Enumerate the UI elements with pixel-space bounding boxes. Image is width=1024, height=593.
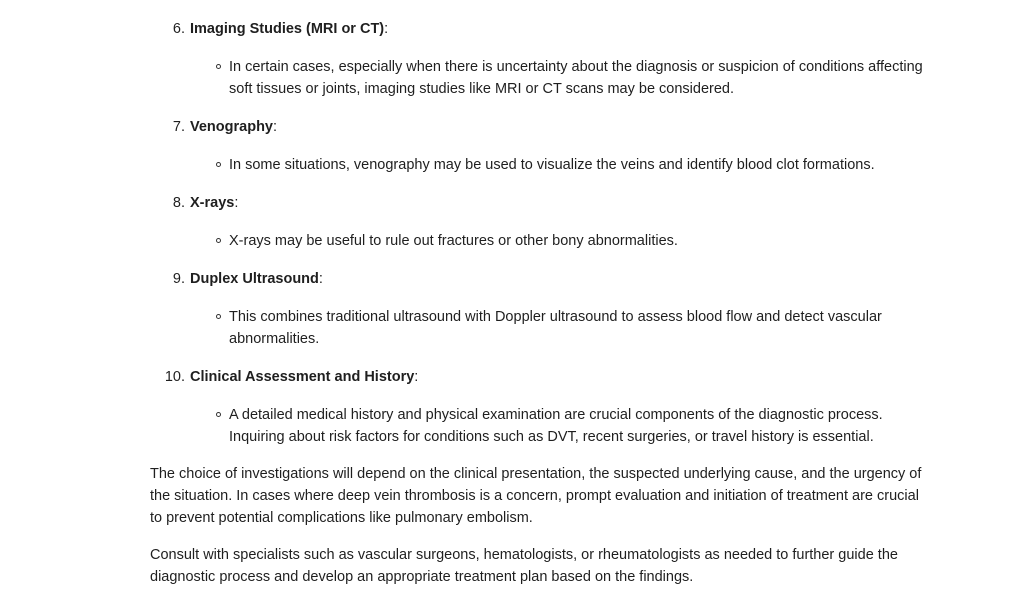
step-title: Venography — [190, 119, 273, 135]
list-item-x-rays — [150, 192, 930, 252]
consult-paragraph: Consult with specialists such as vascular surgeons, hematologists, or rheumatologists as needed to further guide the diagnostic process and develop an appropriate treatment plan based on the findings. — [150, 547, 898, 585]
answer-content — [150, 0, 930, 588]
list-item-imaging-studies — [150, 18, 930, 100]
step-heading — [172, 18, 930, 40]
sub-item-text: X-rays may be useful to rule out fractures or other bony abnormalities. — [229, 233, 678, 249]
sub-list-item — [190, 230, 929, 252]
sub-list-item — [190, 154, 929, 176]
sub-list-item — [190, 404, 929, 448]
sub-list — [190, 404, 930, 448]
step-heading — [172, 268, 930, 290]
step-heading — [172, 116, 930, 138]
sub-item-text: In certain cases, especially when there is uncertainty about the diagnosis or suspicion of conditions affecting soft tissues or joints, imaging studies like MRI or CT scans may be considered. — [229, 59, 923, 97]
list-item-clinical-assessment — [150, 366, 930, 448]
step-colon: : — [384, 21, 389, 37]
sub-list-item — [190, 56, 929, 100]
step-heading — [172, 192, 930, 214]
step-colon: : — [273, 119, 278, 135]
bullet-circle-icon — [216, 238, 221, 243]
sub-list — [190, 154, 930, 176]
sub-item-text: This combines traditional ultrasound with Doppler ultrasound to assess blood flow and detect vascular abnormalities. — [229, 309, 882, 347]
step-number: 7. — [172, 119, 185, 135]
step-number: 6. — [172, 21, 185, 37]
sub-item-text: In some situations, venography may be used to visualize the veins and identify blood clot formations. — [229, 157, 875, 173]
step-number: 9. — [172, 271, 185, 287]
step-colon: : — [234, 195, 239, 211]
step-title: Duplex Ultrasound — [190, 271, 319, 287]
step-colon: : — [318, 271, 323, 287]
list-item-venography — [150, 116, 930, 176]
step-number: 8. — [172, 195, 185, 211]
sub-list — [190, 230, 930, 252]
step-colon: : — [414, 369, 419, 385]
bullet-circle-icon — [216, 412, 221, 417]
step-title: X-rays — [190, 195, 235, 211]
bullet-circle-icon — [216, 162, 221, 167]
bullet-circle-icon — [216, 314, 221, 319]
step-title: Clinical Assessment and History — [190, 369, 415, 385]
sub-list — [190, 306, 930, 350]
investigation-list — [150, 18, 930, 448]
list-item-duplex-ultrasound — [150, 268, 930, 350]
step-title: Imaging Studies (MRI or CT) — [190, 21, 385, 37]
step-number: 10. — [164, 369, 185, 385]
step-heading — [164, 366, 930, 388]
bullet-circle-icon — [216, 64, 221, 69]
sub-item-text: A detailed medical history and physical examination are crucial components of the diagnostic process. Inquiring about risk factors for conditions such as DVT, recent surgeries, or travel history is essential. — [229, 407, 883, 445]
sub-list — [190, 56, 930, 100]
sub-list-item — [190, 306, 929, 350]
summary-paragraph: The choice of investigations will depend on the clinical presentation, the suspected underlying cause, and the urgency of the situation. In cases where deep vein thrombosis is a concern, prompt evaluation and initiation of treatment are crucial to prevent potential complications like pulmonary embolism. — [150, 466, 922, 526]
